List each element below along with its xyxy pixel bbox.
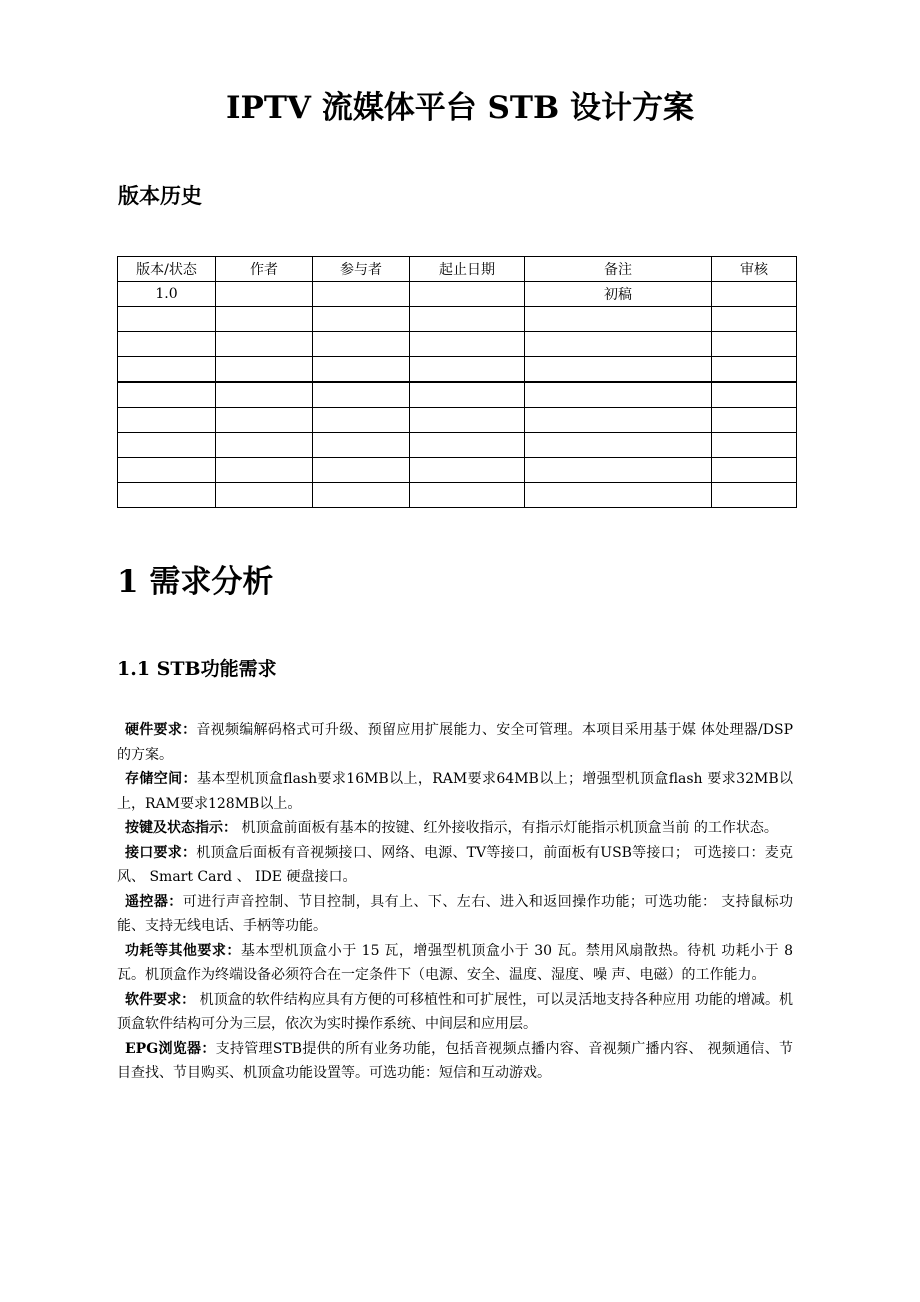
table-cell — [712, 282, 797, 307]
paragraph-interfaces — [117, 841, 793, 890]
table-cell — [410, 307, 525, 332]
column-header-version: 版本/状态 — [118, 257, 216, 282]
table-cell — [525, 357, 712, 383]
table-cell — [118, 408, 216, 433]
table-cell — [313, 433, 410, 458]
table-cell — [216, 408, 313, 433]
table-cell — [525, 332, 712, 357]
table-cell — [216, 307, 313, 332]
paragraph-text: 音视频编解码格式可升级、预留应用扩展能力、安全可管理。本项目采用基于媒 体处理器/DSP的方案。 — [117, 722, 794, 763]
table-cell — [410, 282, 525, 307]
paragraph-text: 可进行声音控制、节目控制，具有上、下、左右、进入和返回操作功能；可选功能： 支持鼠标功能、支持无线电话、手柄等功能。 — [117, 893, 793, 934]
table-cell — [118, 357, 216, 383]
table-cell — [216, 433, 313, 458]
table-cell — [313, 483, 410, 508]
paragraph-label: 软件要求： — [125, 991, 196, 1008]
table-cell — [525, 483, 712, 508]
table-cell — [216, 332, 313, 357]
paragraph-text: 支持管理STB提供的所有业务功能，包括音视频点播内容、音视频广播内容、 视频通信、节目查找、节目购买、机顶盒功能设置等。可选功能：短信和互动游戏。 — [117, 1040, 793, 1081]
table-row — [118, 282, 797, 307]
table-cell — [525, 382, 712, 408]
table-cell — [410, 357, 525, 383]
table-cell — [712, 307, 797, 332]
paragraph-power — [117, 939, 793, 988]
paragraph-text: 基本型机顶盒flash要求16MB以上，RAM要求64MB以上；增强型机顶盒flash 要求32MB以上，RAM要求128MB以上。 — [117, 771, 794, 812]
table-row — [118, 357, 797, 383]
table-cell: 1.0 — [118, 282, 216, 307]
table-cell — [410, 458, 525, 483]
table-cell — [118, 332, 216, 357]
version-history-heading: 版本历史 — [118, 183, 202, 208]
paragraph-label: 接口要求： — [125, 844, 197, 861]
table-cell — [118, 307, 216, 332]
table-cell — [313, 357, 410, 383]
table-cell — [313, 458, 410, 483]
paragraph-label: 硬件要求： — [125, 722, 197, 738]
table-cell — [525, 433, 712, 458]
paragraph-text: 基本型机顶盒小于 15 瓦，增强型机顶盒小于 30 瓦。禁用风扇散热。待机 功耗小于 8 瓦。机顶盒作为终端设备必须符合在一定条件下（电源、安全、温度、湿度、噪 声、电磁）的工作能力。 — [117, 942, 793, 983]
table-cell — [216, 483, 313, 508]
table-cell — [410, 332, 525, 357]
table-cell — [525, 408, 712, 433]
paragraph-hardware — [117, 718, 793, 767]
column-header-participants: 参与者 — [313, 257, 410, 282]
table-row — [118, 433, 797, 458]
table-cell — [118, 458, 216, 483]
column-header-dates: 起止日期 — [410, 257, 525, 282]
table-cell — [525, 307, 712, 332]
paragraph-text: 机顶盒前面板有基本的按键、红外接收指示，有指示灯能指示机顶盒当前 的工作状态。 — [237, 820, 778, 836]
table-row — [118, 332, 797, 357]
document-title: IPTV 流媒体平台 STB 设计方案 — [226, 90, 694, 126]
paragraph-label: 存储空间： — [125, 771, 197, 787]
table-header-row — [118, 257, 797, 282]
table-cell — [216, 382, 313, 408]
requirements-body — [117, 718, 793, 1086]
paragraph-storage — [117, 767, 793, 816]
table-cell — [712, 382, 797, 408]
table-cell — [712, 458, 797, 483]
table-cell — [410, 433, 525, 458]
table-cell — [118, 433, 216, 458]
paragraph-label: EPG浏览器： — [125, 1040, 216, 1057]
table-cell — [216, 357, 313, 383]
paragraph-keys-status — [117, 816, 793, 841]
paragraph-text: 机顶盒的软件结构应具有方便的可移植性和可扩展性，可以灵活地支持各种应用 功能的增减。机顶盒软件结构可分为三层，依次为实时操作系统、中间层和应用层。 — [117, 991, 794, 1032]
paragraph-remote — [117, 890, 793, 939]
table-cell: 初稿 — [525, 282, 712, 307]
section-heading-requirements: 1 需求分析 — [117, 564, 274, 600]
paragraph-label: 功耗等其他要求： — [125, 942, 241, 959]
paragraph-epg — [117, 1037, 793, 1086]
paragraph-label: 遥控器： — [125, 893, 183, 910]
subsection-heading-stb-functions: 1.1 STB功能需求 — [117, 658, 277, 680]
column-header-review: 审核 — [712, 257, 797, 282]
table-cell — [712, 433, 797, 458]
table-row — [118, 408, 797, 433]
table-cell — [216, 282, 313, 307]
table-cell — [118, 483, 216, 508]
table-cell — [410, 483, 525, 508]
column-header-notes: 备注 — [525, 257, 712, 282]
table-cell — [712, 408, 797, 433]
paragraph-text: 机顶盒后面板有音视频接口、网络、电源、TV等接口，前面板有USB等接口； 可选接口：麦克风、 Smart Card 、 IDE 硬盘接口。 — [117, 844, 793, 885]
table-cell — [712, 357, 797, 383]
table-cell — [313, 282, 410, 307]
table-cell — [712, 483, 797, 508]
column-header-author: 作者 — [216, 257, 313, 282]
table-cell — [216, 458, 313, 483]
table-cell — [712, 332, 797, 357]
paragraph-software — [117, 988, 793, 1037]
table-cell — [313, 307, 410, 332]
table-row — [118, 458, 797, 483]
table-cell — [313, 332, 410, 357]
table-cell — [313, 382, 410, 408]
table-cell — [410, 382, 525, 408]
table-row — [118, 483, 797, 508]
table-row — [118, 307, 797, 332]
version-history-table — [117, 256, 797, 508]
table-cell — [313, 408, 410, 433]
table-cell — [525, 458, 712, 483]
table-cell — [118, 382, 216, 408]
paragraph-label: 按键及状态指示： — [125, 820, 237, 836]
table-row — [118, 382, 797, 408]
table-cell — [410, 408, 525, 433]
